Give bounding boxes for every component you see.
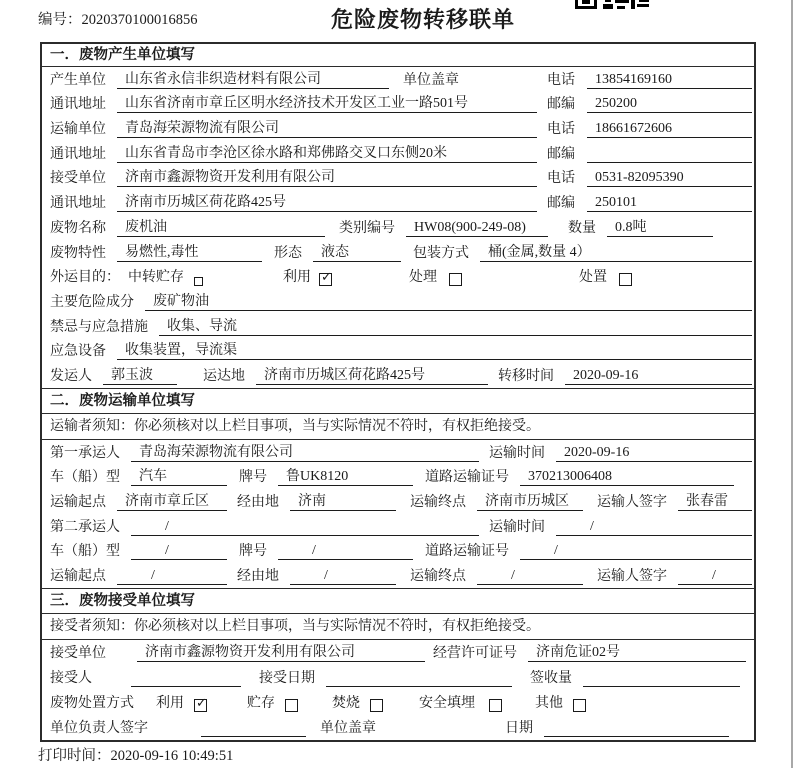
carrier1-vehicle-label: 车（船）型 xyxy=(50,470,120,486)
row-purpose xyxy=(42,265,754,290)
field-carrier2-plate: / xyxy=(278,542,413,560)
carrier2-end-label: 运输终点 xyxy=(410,569,466,585)
row-receiver xyxy=(42,166,754,191)
row-accept-unit xyxy=(42,640,754,665)
doc-number-value: 2020370100016856 xyxy=(81,12,198,28)
field-carrier2-end: / xyxy=(477,567,583,585)
sender-label: 发运人 xyxy=(50,368,92,384)
disposal-option-use-label: 利用 xyxy=(156,696,184,712)
purpose-option-treat-label: 处理 xyxy=(409,270,437,286)
disposal-option-other-label: 其他 xyxy=(535,696,563,712)
field-carrier1-via: 济南 xyxy=(290,493,396,511)
field-carrier1-plate: 鲁UK8120 xyxy=(278,468,413,486)
checkbox-disposal-use xyxy=(194,696,207,712)
carrier2-time-label: 运输时间 xyxy=(489,519,545,535)
waste-name-label: 废物名称 xyxy=(50,220,106,236)
disposal-option-store-label: 贮存 xyxy=(247,696,275,712)
carrier1-origin-label: 运输起点 xyxy=(50,495,106,510)
carrier1-plate-label: 牌号 xyxy=(239,470,267,486)
carrier1-via-label: 经由地 xyxy=(237,495,279,510)
checkbox-disposal-other xyxy=(573,699,586,712)
field-carrier1-sign: 张春雷 xyxy=(678,493,752,511)
row-hazard xyxy=(42,289,754,314)
field-receiver-phone: 0531-82095390 xyxy=(587,169,752,187)
row-transporter-left xyxy=(50,120,547,138)
field-receiver-name: 济南市鑫源物资开发利用有限公司 xyxy=(117,169,537,187)
row-waste-character xyxy=(42,240,754,265)
row-carrier1-vehicle xyxy=(42,465,754,490)
row-signoff xyxy=(42,715,754,740)
waste-category-label: 类别编号 xyxy=(339,220,395,236)
field-carrier2-sign: / xyxy=(678,567,752,585)
print-time-label: 打印时间： xyxy=(38,748,111,764)
print-time-value: 2020-09-16 10:49:51 xyxy=(110,748,234,764)
equipment-label: 应急设备 xyxy=(50,344,106,360)
field-carrier2-origin: / xyxy=(117,567,227,585)
carrier1-license-label: 道路运输证号 xyxy=(425,470,509,486)
receiver-zip-label: 邮编 xyxy=(547,196,575,212)
seal-label: 单位盖章 xyxy=(403,72,459,88)
field-date xyxy=(544,736,729,737)
field-sender: 郭玉波 xyxy=(103,367,177,385)
row-carrier2 xyxy=(42,514,754,539)
producer-address-label: 通讯地址 xyxy=(50,97,106,113)
carrier2-label: 第二承运人 xyxy=(50,519,120,535)
field-waste-name: 废机油 xyxy=(117,219,325,237)
purpose-label: 外运目的： xyxy=(50,270,120,286)
checkbox-purpose-use xyxy=(319,270,332,286)
carrier1-label: 第一承运人 xyxy=(50,445,120,461)
sign-qty-label: 签收量 xyxy=(530,671,572,687)
transporter-address-label: 通讯地址 xyxy=(50,146,106,162)
field-hazard: 废矿物油 xyxy=(145,293,752,311)
row-receiver-address-right xyxy=(547,194,754,212)
field-transporter-zip xyxy=(587,162,752,163)
field-packing: 桶(金属,数量 4） xyxy=(480,244,752,262)
disposal-option-burn-label: 焚烧 xyxy=(332,696,360,712)
head-sign-label: 单位负责人签字 xyxy=(50,721,148,737)
field-accept-unit: 济南市鑫源物资开发利用有限公司 xyxy=(137,644,425,662)
row-carrier1-route xyxy=(42,489,754,514)
field-producer-zip: 250200 xyxy=(587,95,752,113)
field-waste-character: 易燃性,毒性 xyxy=(117,244,262,262)
carrier2-via-label: 经由地 xyxy=(237,569,279,585)
print-time xyxy=(38,744,233,765)
section3-notice: 接受者须知：你必须核对以上栏目事项，当与实际情况不符时，有权拒绝接受。 xyxy=(42,614,754,640)
field-carrier2-vehicle: / xyxy=(131,542,227,560)
carrier2-sign-label: 运输人签字 xyxy=(597,569,667,585)
field-accept-date xyxy=(326,686,512,687)
field-carrier2-via: / xyxy=(290,567,396,585)
checkbox-disposal-store xyxy=(285,699,298,712)
field-transporter-name: 青岛海荣源物流有限公司 xyxy=(117,120,537,138)
row-carrier2-vehicle xyxy=(42,539,754,564)
producer-label: 产生单位 xyxy=(50,72,106,88)
carrier1-time-label: 运输时间 xyxy=(489,445,545,461)
row-producer-address-right xyxy=(547,95,754,113)
row-producer-address-left xyxy=(50,95,547,113)
field-receiver-address: 济南市历城区荷花路425号 xyxy=(117,194,537,212)
field-transporter-phone: 18661672606 xyxy=(587,120,752,138)
field-carrier1-license: 370213006408 xyxy=(520,468,734,486)
field-destination: 济南市历城区荷花路425号 xyxy=(256,367,488,385)
field-carrier2-license: / xyxy=(520,542,752,560)
checkbox-disposal-burn xyxy=(370,699,383,712)
accept-date-label: 接受日期 xyxy=(259,671,315,687)
carrier2-license-label: 道路运输证号 xyxy=(425,544,509,560)
field-carrier1-end: 济南市历城区 xyxy=(477,493,583,511)
waste-character-label: 废物特性 xyxy=(50,245,106,261)
field-carrier2-time: / xyxy=(556,518,752,536)
producer-zip-label: 邮编 xyxy=(547,97,575,113)
row-receiver-left xyxy=(50,169,547,187)
field-producer-address: 山东省济南市章丘区明水经济技术开发区工业一路501号 xyxy=(117,95,537,113)
transporter-zip-label: 邮编 xyxy=(547,146,575,162)
row-transporter-address xyxy=(42,141,754,166)
row-receiver-right xyxy=(547,169,754,187)
row-equipment xyxy=(42,339,754,364)
field-waste-category: HW08(900-249-08) xyxy=(406,219,548,237)
disposal-option-landfill-label: 安全填埋 xyxy=(419,696,475,712)
field-producer-phone: 13854169160 xyxy=(587,71,752,89)
purpose-option-use-label: 利用 xyxy=(283,270,311,286)
purpose-option-transfer-label: 中转贮存 xyxy=(128,270,184,286)
field-sign-qty xyxy=(583,686,740,687)
checkbox-disposal-landfill xyxy=(489,699,502,712)
scan-edge-artifact xyxy=(791,0,793,768)
taboo-label: 禁忌与应急措施 xyxy=(50,319,148,335)
field-taboo: 收集、导流 xyxy=(159,318,752,336)
check-mark: ✓ xyxy=(321,270,332,286)
row-carrier2-route xyxy=(42,563,754,588)
field-receiver-zip: 250101 xyxy=(587,194,752,212)
producer-phone-label: 电话 xyxy=(547,72,575,88)
row-transporter xyxy=(42,116,754,141)
hazard-label: 主要危险成分 xyxy=(50,294,134,310)
permit-label: 经营许可证号 xyxy=(433,646,517,662)
field-waste-qty: 0.8吨 xyxy=(607,219,713,237)
packing-label: 包装方式 xyxy=(413,245,469,261)
destination-label: 运达地 xyxy=(203,368,245,384)
field-carrier2-name: / xyxy=(131,518,479,536)
doc-number-label: 编号： xyxy=(38,12,82,28)
row-disposal xyxy=(42,690,754,715)
acceptor-label: 接受人 xyxy=(50,671,92,687)
transporter-label: 运输单位 xyxy=(50,122,106,138)
row-transporter-address-right xyxy=(547,146,754,163)
row-producer-address xyxy=(42,92,754,117)
checkbox-purpose-transfer xyxy=(194,277,203,286)
accept-unit-label: 接受单位 xyxy=(50,646,106,662)
transporter-phone-label: 电话 xyxy=(547,122,575,138)
row-dispatch xyxy=(42,363,754,388)
field-carrier1-name: 青岛海荣源物流有限公司 xyxy=(131,444,479,462)
section3-header: 三．废物接受单位填写 xyxy=(42,588,754,614)
field-transporter-address: 山东省青岛市李沧区徐水路和郑佛路交叉口东侧20米 xyxy=(117,145,537,163)
field-carrier1-origin: 济南市章丘区 xyxy=(117,493,227,511)
carrier1-sign-label: 运输人签字 xyxy=(597,495,667,510)
field-waste-form: 液态 xyxy=(313,244,401,262)
date-label: 日期 xyxy=(505,721,533,737)
row-waste-name xyxy=(42,215,754,240)
waste-qty-label: 数量 xyxy=(568,220,596,236)
unit-seal-label: 单位盖章 xyxy=(320,721,376,737)
row-carrier1 xyxy=(42,440,754,465)
qr-code-fragment-icon xyxy=(575,0,651,10)
receiver-address-label: 通讯地址 xyxy=(50,196,106,212)
row-transporter-right xyxy=(547,120,754,138)
field-producer-name: 山东省永信非织造材料有限公司 xyxy=(117,71,389,89)
receiver-label: 接受单位 xyxy=(50,171,106,187)
field-carrier1-time: 2020-09-16 xyxy=(556,444,752,462)
row-taboo xyxy=(42,314,754,339)
checkbox-purpose-treat xyxy=(449,273,462,286)
row-transporter-address-left xyxy=(50,145,547,163)
section2-notice: 运输者须知：你必须核对以上栏目事项，当与实际情况不符时，有权拒绝接受。 xyxy=(42,414,754,440)
carrier2-vehicle-label: 车（船）型 xyxy=(50,544,120,560)
transfer-time-label: 转移时间 xyxy=(498,368,554,384)
field-head-sign xyxy=(201,736,306,737)
row-producer xyxy=(42,67,754,92)
row-acceptor xyxy=(42,665,754,690)
section2-header: 二．废物运输单位填写 xyxy=(42,388,754,414)
disposal-label: 废物处置方式 xyxy=(50,696,134,712)
field-acceptor xyxy=(131,686,241,687)
carrier1-end-label: 运输终点 xyxy=(410,495,466,510)
field-permit: 济南危证02号 xyxy=(528,644,746,662)
checkbox-purpose-dispose xyxy=(619,273,632,286)
row-producer-right xyxy=(547,71,754,89)
carrier2-plate-label: 牌号 xyxy=(239,544,267,560)
carrier2-origin-label: 运输起点 xyxy=(50,569,106,585)
receiver-phone-label: 电话 xyxy=(547,171,575,187)
manifest-form xyxy=(40,42,756,742)
field-carrier1-vehicle: 汽车 xyxy=(131,468,227,486)
field-transfer-time: 2020-09-16 xyxy=(565,367,752,385)
field-equipment: 收集装置，导流渠 xyxy=(117,342,752,360)
row-receiver-address xyxy=(42,190,754,215)
row-producer-left xyxy=(50,71,547,89)
page-title: 危险废物转移联单 xyxy=(331,7,516,32)
purpose-option-dispose-label: 处置 xyxy=(579,270,607,286)
doc-number xyxy=(38,8,198,29)
section1-header: 一．废物产生单位填写 xyxy=(42,44,754,67)
row-receiver-address-left xyxy=(50,194,547,212)
waste-form-label: 形态 xyxy=(274,245,302,261)
check-mark: ✓ xyxy=(196,696,207,712)
